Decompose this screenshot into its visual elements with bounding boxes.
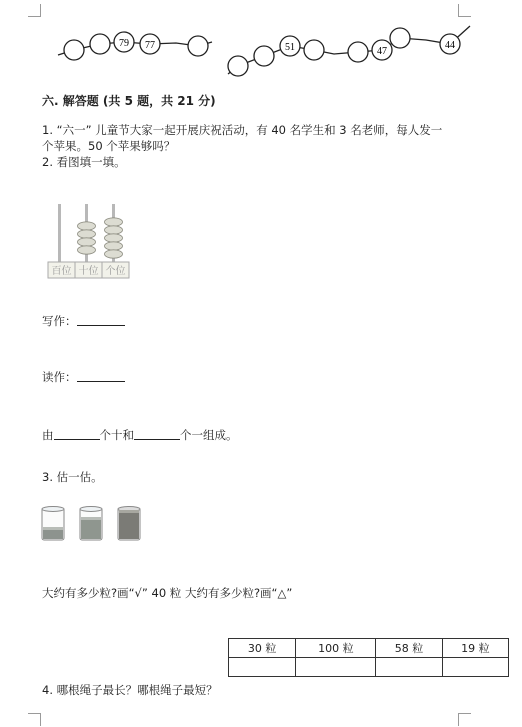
option-58: 58 粒 bbox=[376, 639, 442, 658]
left-bead bbox=[90, 34, 110, 54]
tens-count-blank[interactable] bbox=[54, 429, 100, 440]
right-bead bbox=[280, 36, 300, 56]
left-bead-chain bbox=[58, 32, 212, 60]
bead-chains-figure bbox=[0, 0, 522, 85]
read-answer-blank[interactable] bbox=[77, 371, 125, 382]
ones-count-blank[interactable] bbox=[134, 429, 180, 440]
right-bead bbox=[348, 42, 368, 62]
option-100: 100 粒 bbox=[296, 639, 376, 658]
tens-rod-beads bbox=[78, 222, 96, 254]
svg-text:44: 44 bbox=[445, 40, 455, 51]
question-3-title: 3. 估一估。 bbox=[42, 470, 103, 484]
option-19: 19 粒 bbox=[442, 639, 508, 658]
answer-cell[interactable] bbox=[229, 658, 296, 677]
question-3-instruction: 大约有多少粒?画“√” 40 粒 大约有多少粒?画“△” bbox=[42, 586, 293, 600]
right-bead bbox=[228, 56, 248, 76]
corner-mark-bottom-right bbox=[458, 713, 471, 726]
jar-full-beans bbox=[118, 507, 140, 541]
left-bead bbox=[64, 40, 84, 60]
abacus-label-hundreds: 百位 bbox=[51, 266, 72, 277]
compose-suffix: 个一组成。 bbox=[180, 428, 238, 442]
write-answer-blank[interactable] bbox=[77, 315, 125, 326]
left-bead bbox=[188, 36, 208, 56]
ones-rod-beads bbox=[105, 218, 123, 258]
svg-text:79: 79 bbox=[119, 38, 129, 49]
right-bead bbox=[254, 46, 274, 66]
read-label: 读作： bbox=[42, 370, 77, 384]
answer-cell[interactable] bbox=[442, 658, 508, 677]
question-1-line-1: 1. “六一” 儿童节大家一起开展庆祝活动，有 40 名学生和 3 名老师，每人发一 bbox=[42, 123, 443, 137]
abacus-label-ones: 个位 bbox=[105, 266, 126, 277]
table-answer-row bbox=[229, 658, 509, 677]
compose-prefix: 由 bbox=[42, 428, 54, 442]
section-title: 六. 解答题 (共 5 题，共 21 分) bbox=[42, 94, 216, 108]
compose-row bbox=[42, 427, 238, 443]
right-bead-chain bbox=[228, 26, 470, 76]
answer-cell[interactable] bbox=[376, 658, 442, 677]
svg-text:51: 51 bbox=[285, 42, 295, 53]
read-row bbox=[42, 369, 125, 385]
question-1-line-2: 个苹果。50 个苹果够吗？ bbox=[42, 139, 176, 153]
right-bead bbox=[440, 34, 460, 54]
write-label: 写作： bbox=[42, 314, 77, 328]
compose-mid: 个十和 bbox=[99, 428, 134, 442]
write-row bbox=[42, 313, 125, 329]
question-2-title: 2. 看图填一填。 bbox=[42, 155, 126, 169]
corner-mark-bottom-left bbox=[28, 713, 41, 726]
table-header-row bbox=[229, 639, 509, 658]
right-bead bbox=[304, 40, 324, 60]
right-bead bbox=[372, 40, 392, 60]
abacus-figure bbox=[44, 194, 134, 280]
left-bead bbox=[114, 32, 134, 52]
svg-text:77: 77 bbox=[145, 40, 155, 51]
right-bead bbox=[390, 28, 410, 48]
jars-figure bbox=[40, 505, 144, 543]
svg-text:47: 47 bbox=[377, 46, 387, 57]
answer-cell[interactable] bbox=[296, 658, 376, 677]
question-4-title: 4. 哪根绳子最长？哪根绳子最短？ bbox=[42, 683, 218, 697]
option-30: 30 粒 bbox=[229, 639, 296, 658]
jar-some-beans bbox=[80, 507, 102, 541]
estimate-table bbox=[228, 638, 509, 677]
abacus-label-tens: 十位 bbox=[78, 266, 99, 277]
left-bead bbox=[140, 34, 160, 54]
jar-few-beans bbox=[42, 507, 64, 541]
